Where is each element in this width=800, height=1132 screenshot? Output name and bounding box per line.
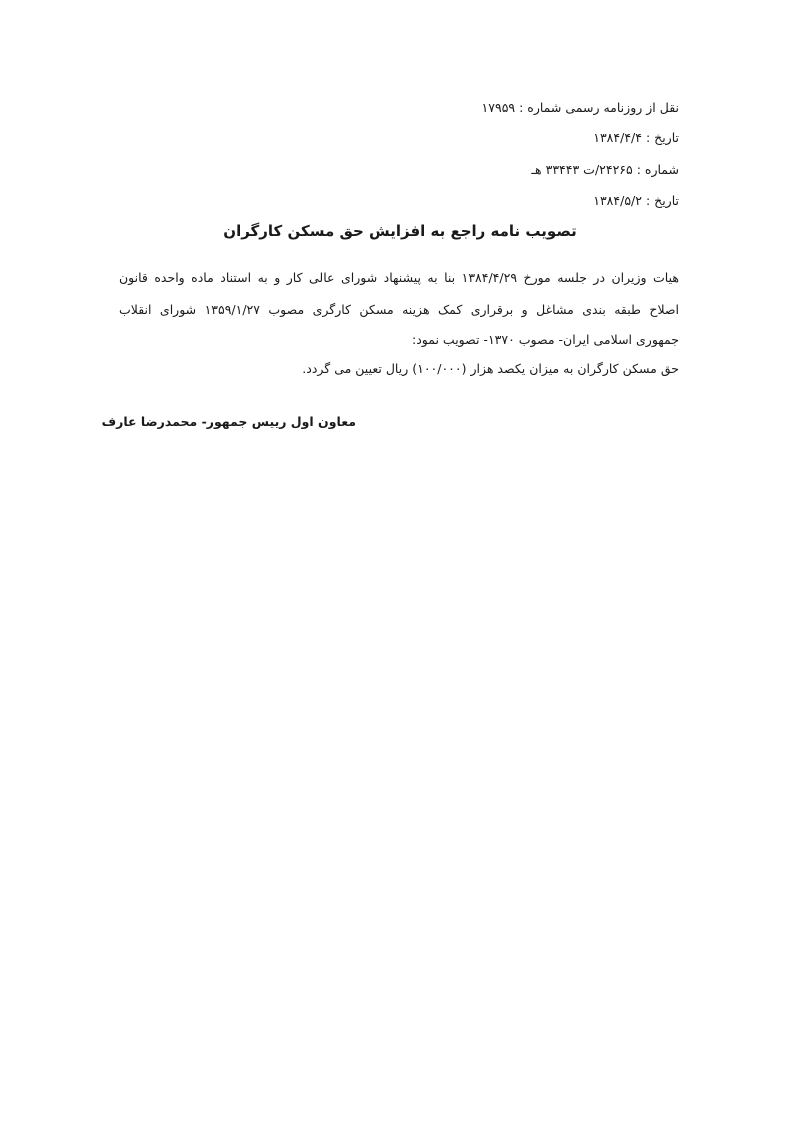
date-line-1: تاریخ : ۱۳۸۴/۴/۴	[593, 130, 679, 145]
document-title: تصویب نامه راجع به افزایش حق مسکن کارگران	[223, 222, 577, 240]
newspaper-source-line: نقل از روزنامه رسمی شماره : ۱۷۹۵۹	[481, 100, 679, 115]
body-line-3: جمهوری اسلامی ایران- مصوب ۱۳۷۰- تصویب نمود:	[412, 332, 679, 347]
body-line-1: هیات وزیران در جلسه مورخ ۱۳۸۴/۴/۲۹ بنا به پیشنهاد شورای عالی کار و به استناد ماده واحده قانون	[119, 270, 679, 285]
signature-line: معاون اول رییس جمهور- محمدرضا عارف	[101, 414, 356, 429]
reference-number-line: شماره : ۲۴۲۶۵/ت ۳۳۴۴۳ هـ	[531, 162, 679, 177]
body-line-4: حق مسکن کارگران به میزان یکصد هزار (۱۰۰/۰۰۰) ریال تعیین می گردد.	[302, 361, 679, 376]
body-line-2: اصلاح طبقه بندی مشاغل و برقراری کمک هزینه مسکن کارگری مصوب ۱۳۵۹/۱/۲۷ شورای انقلاب	[119, 302, 679, 317]
date-line-2: تاریخ : ۱۳۸۴/۵/۲	[593, 193, 679, 208]
